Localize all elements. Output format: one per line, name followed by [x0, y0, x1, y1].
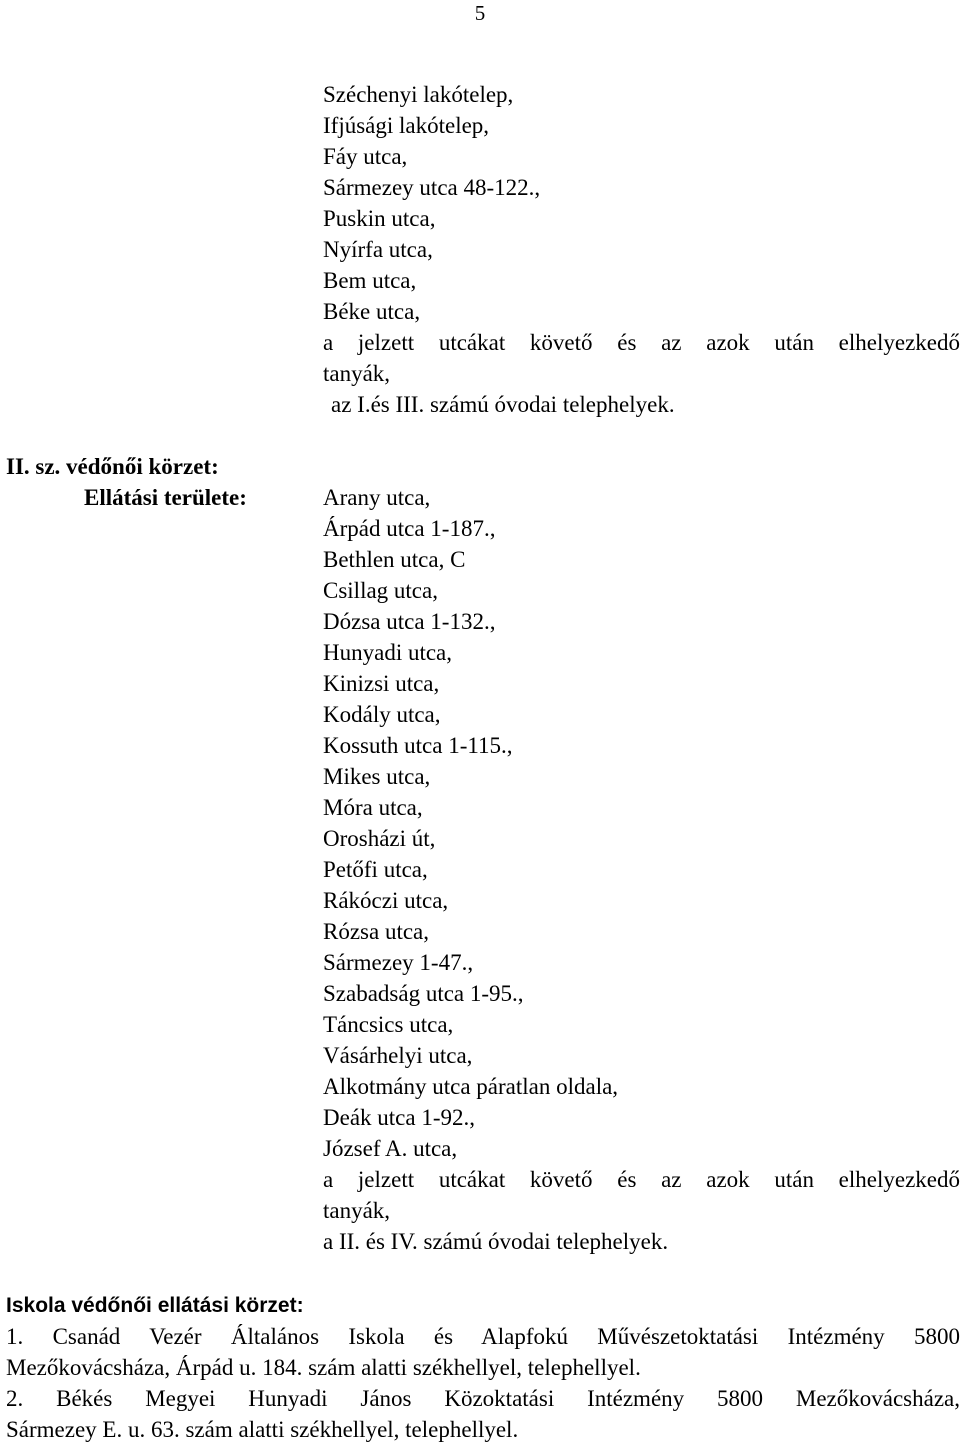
school-line: 1. Csanád Vezér Általános Iskola és Alapfokú Művészetoktatási Intézmény 5800	[6, 1324, 960, 1349]
school-district-heading: Iskola védőnői ellátási körzet:	[6, 1294, 304, 1317]
street-item: a jelzett utcákat követő és az azok után elhelyezkedő	[323, 330, 960, 355]
street-item: tanyák,	[323, 1198, 391, 1223]
street-item: Fáy utca,	[323, 144, 408, 169]
street-item: Nyírfa utca,	[323, 237, 433, 262]
street-item: Hunyadi utca,	[323, 640, 453, 665]
street-item: Ifjúsági lakótelep,	[323, 113, 490, 138]
street-item: Alkotmány utca páratlan oldala,	[323, 1074, 619, 1099]
street-item: Arany utca,	[323, 485, 431, 510]
street-item: Bethlen utca, C	[323, 547, 466, 572]
street-item: Bem utca,	[323, 268, 417, 293]
street-item: Széchenyi lakótelep,	[323, 82, 514, 107]
street-item: Csillag utca,	[323, 578, 438, 603]
street-item: Petőfi utca,	[323, 857, 428, 882]
street-item: Mikes utca,	[323, 764, 431, 789]
street-item: Móra utca,	[323, 795, 423, 820]
street-item: Kinizsi utca,	[323, 671, 440, 696]
street-item: a II. és IV. számú óvodai telephelyek.	[323, 1229, 669, 1254]
school-district-section	[6, 1290, 960, 1445]
street-item: a jelzett utcákat követő és az azok után elhelyezkedő	[323, 1167, 960, 1192]
district-2-title: II. sz. védőnői körzet:	[6, 454, 219, 479]
street-item: Puskin utca,	[323, 206, 436, 231]
street-item: Táncsics utca,	[323, 1012, 454, 1037]
street-item: Deák utca 1-92.,	[323, 1105, 475, 1130]
street-item: Kossuth utca 1-115.,	[323, 733, 513, 758]
street-item: Dózsa utca 1-132.,	[323, 609, 496, 634]
street-item: Sármezey 1-47.,	[323, 950, 474, 975]
street-item: Rákóczi utca,	[323, 888, 449, 913]
district-2-subtitle: Ellátási területe:	[84, 485, 247, 510]
street-item: Sármezey utca 48-122.,	[323, 175, 541, 200]
school-line: Mezőkovácsháza, Árpád u. 184. szám alatti székhellyel, telephellyel.	[6, 1355, 641, 1380]
first-district-street-list	[323, 79, 960, 420]
street-item: Rózsa utca,	[323, 919, 430, 944]
street-item: tanyák,	[323, 361, 391, 386]
street-item: Kodály utca,	[323, 702, 441, 727]
street-item: az I.és III. számú óvodai telephelyek.	[331, 392, 675, 417]
street-item: Béke utca,	[323, 299, 421, 324]
street-item: Szabadság utca 1-95.,	[323, 981, 524, 1006]
street-item: Árpád utca 1-187.,	[323, 516, 496, 541]
district-2-street-list	[323, 482, 960, 1257]
school-line: 2. Békés Megyei Hunyadi János Közoktatási Intézmény 5800 Mezőkovácsháza,	[6, 1386, 960, 1411]
school-line: Sármezey E. u. 63. szám alatti székhellyel, telephellyel.	[6, 1417, 519, 1442]
page-number: 5	[474, 1, 486, 25]
street-item: Orosházi út,	[323, 826, 436, 851]
street-item: Vásárhelyi utca,	[323, 1043, 473, 1068]
street-item: József A. utca,	[323, 1136, 458, 1161]
